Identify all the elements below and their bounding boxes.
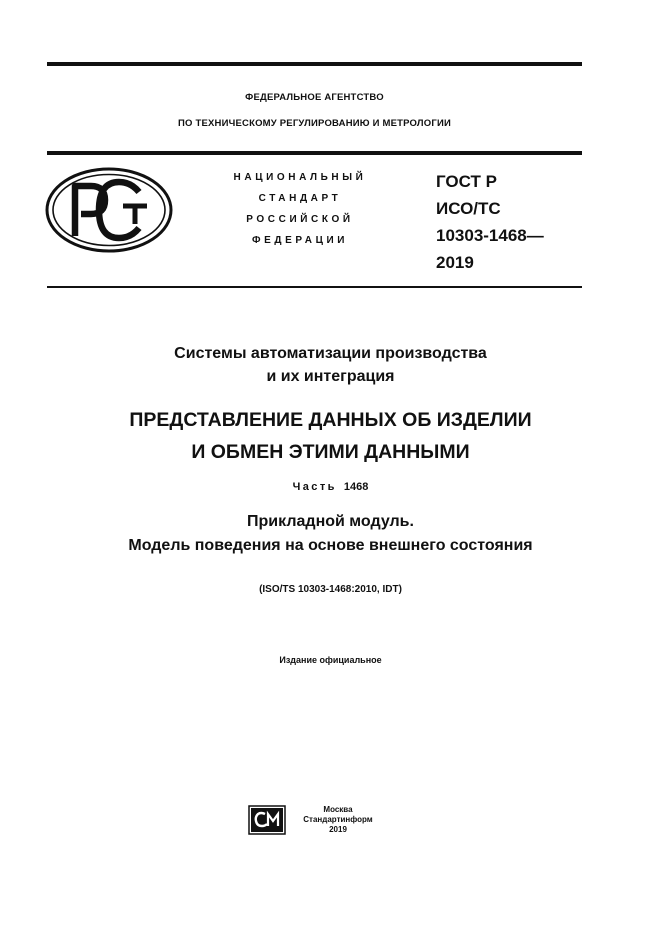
block-top-rule bbox=[47, 151, 582, 155]
national-line-2: СТАНДАРТ bbox=[258, 193, 342, 204]
rst-certification-mark-icon bbox=[45, 166, 173, 254]
national-line-3: РОССИЙСКОЙ bbox=[246, 214, 354, 225]
edition-note: Издание официальное bbox=[279, 655, 382, 665]
series-title-line-1: Системы автоматизации производства bbox=[174, 345, 487, 362]
iso-reference: (ISO/TS 10303-1468:2010, IDT) bbox=[259, 584, 402, 595]
publisher-year: 2019 bbox=[329, 825, 347, 834]
series-title-line-2: и их интеграция bbox=[266, 368, 395, 385]
standard-designation-line-4: 2019 bbox=[436, 253, 474, 272]
standartinform-logo-icon bbox=[248, 805, 286, 835]
publisher-name: Стандартинформ bbox=[303, 815, 373, 824]
block-bottom-rule bbox=[47, 286, 582, 288]
publisher-block bbox=[290, 805, 386, 835]
standard-designation-line-1: ГОСТ Р bbox=[436, 172, 497, 191]
standard-designation-line-2: ИСО/ТС bbox=[436, 199, 501, 218]
standard-designation-line-3: 10303-1468— bbox=[436, 226, 544, 245]
main-title-line-2: И ОБМЕН ЭТИМИ ДАННЫМИ bbox=[191, 441, 470, 463]
agency-line-1: ФЕДЕРАЛЬНОЕ АГЕНТСТВО bbox=[245, 92, 384, 103]
part-number: 1468 bbox=[343, 481, 369, 493]
module-title-line-2: Модель поведения на основе внешнего состояния bbox=[128, 537, 533, 554]
part-word: Часть bbox=[292, 481, 337, 493]
publisher-city: Москва bbox=[323, 805, 353, 814]
top-rule bbox=[47, 62, 582, 66]
part-label bbox=[0, 481, 661, 493]
main-title-line-1: ПРЕДСТАВЛЕНИЕ ДАННЫХ ОБ ИЗДЕЛИИ bbox=[129, 409, 532, 431]
module-title-line-1: Прикладной модуль. bbox=[247, 513, 414, 530]
national-line-4: ФЕДЕРАЦИИ bbox=[251, 235, 349, 246]
agency-line-2: ПО ТЕХНИЧЕСКОМУ РЕГУЛИРОВАНИЮ И МЕТРОЛОГИИ bbox=[178, 118, 451, 129]
national-line-1: НАЦИОНАЛЬНЫЙ bbox=[233, 172, 367, 183]
